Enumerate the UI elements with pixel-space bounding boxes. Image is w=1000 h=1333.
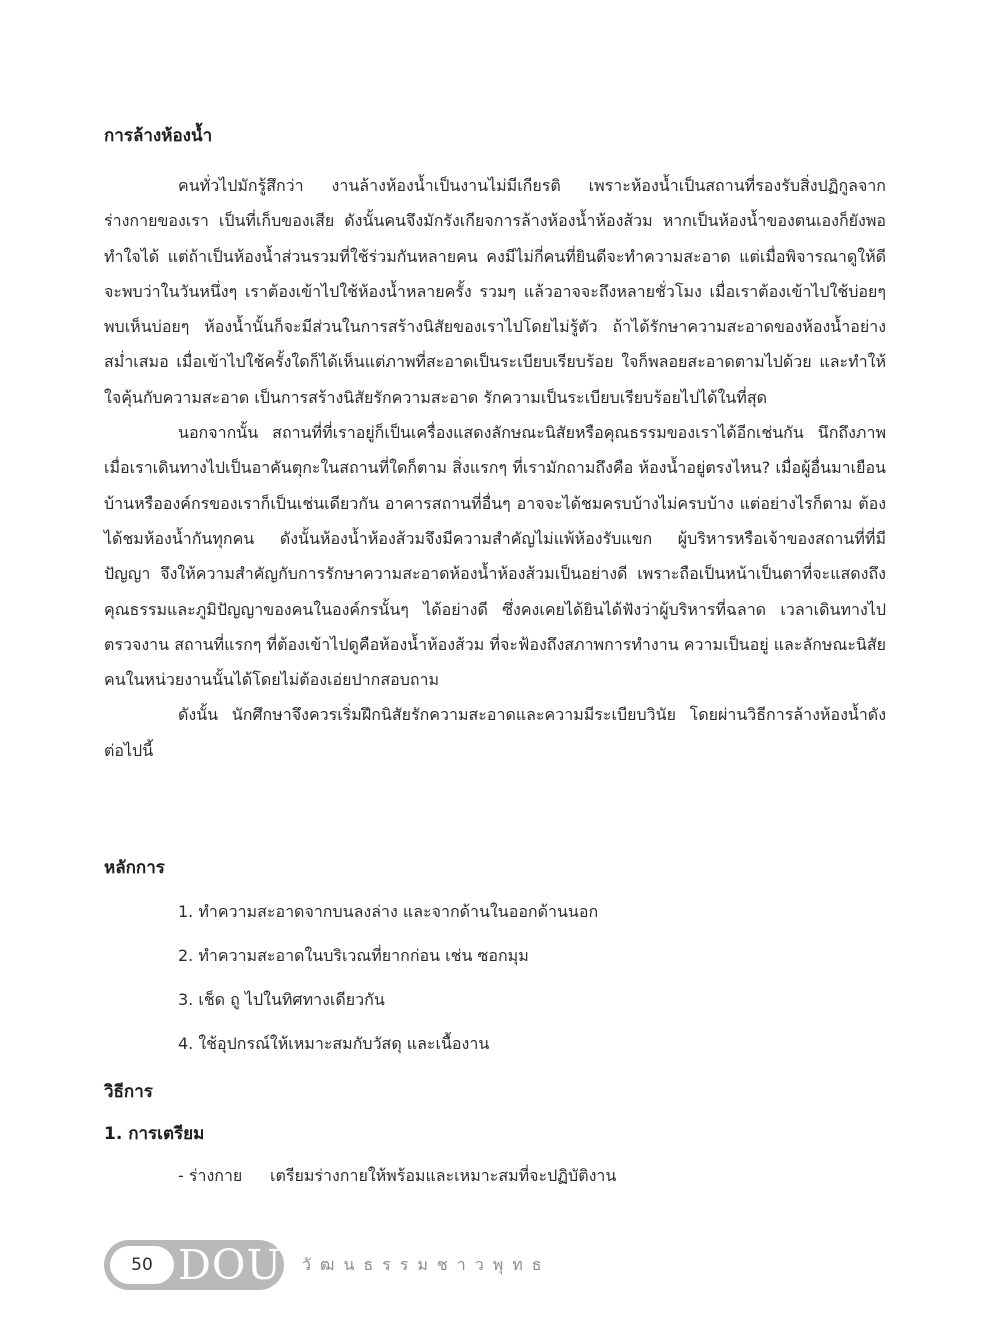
dou-logo: DOU — [178, 1241, 283, 1289]
prep-line — [104, 1156, 886, 1196]
list-item: 3. เช็ด ถู ไปในทิศทางเดียวกัน — [178, 990, 385, 1010]
prep-item-description: เตรียมร่างกายให้พร้อมและเหมาะสมที่จะปฏิบัติงาน — [270, 1166, 617, 1186]
list-item: 2. ทำความสะอาดในบริเวณที่ยากก่อน เช่น ซอกมุม — [178, 946, 529, 966]
method-title: วิธีการ — [104, 1082, 153, 1103]
principles-list — [104, 890, 886, 1066]
principles-title: หลักการ — [104, 858, 165, 879]
page-content — [104, 118, 886, 1196]
book-title: วัฒนธรรมชาวพุทธ — [302, 1254, 551, 1274]
paragraph-1: คนทั่วไปมักรู้สึกว่า งานล้างห้องน้ำเป็นงานไม่มีเกียรติ เพราะห้องน้ำเป็นสถานที่รองรับสิ่งปฏิกูลจากร่างกายของเรา เป็นที่เก็บของเสีย ดังนั้นคนจึงมักรังเกียจการล้างห้องน้ำห้องส้วม หากเป็นห้องน้ำของตนเองก็ยังพอทำใจได้ แต่ถ้าเป็นห้องน้ำส่วนรวมที่ใช้ร่วมกันหลายคน คงมีไม่กี่คนที่ยินดีจะทำความสะอาด แต่เมื่อพิจารณาดูให้ดีจะพบว่าในวันหนึ่งๆ เราต้องเข้าไปใช้ห้องน้ำหลายครั้ง รวมๆ แล้วอาจจะถึงหลายชั่วโมง เมื่อเราต้องเข้าไปใช้บ่อยๆ พบเห็นบ่อยๆ ห้องน้ำนั้นก็จะมีส่วนในการสร้างนิสัยของเราไปโดยไม่รู้ตัว ถ้าได้รักษาความสะอาดของห้องน้ำอย่างสม่ำเสมอ เมื่อเข้าไปใช้ครั้งใดก็ได้เห็นแต่ภาพที่สะอาดเป็นระเบียบเรียบร้อย ใจก็พลอยสะอาดตามไปด้วย และทำให้ใจคุ้นกับความสะอาด เป็นการสร้างนิสัยรักความสะอาด รักความเป็นระเบียบเรียบร้อยไปได้ในที่สุด — [104, 176, 886, 407]
paragraph-2: นอกจากนั้น สถานที่ที่เราอยู่ก็เป็นเครื่องแสดงลักษณะนิสัยหรือคุณธรรมของเราได้อีกเช่นกัน นึกถึงภาพเมื่อเราเดินทางไปเป็นอาคันตุกะในสถานที่ใดก็ตาม สิ่งแรกๆ ที่เรามักถามถึงคือ ห้องน้ำอยู่ตรงไหน? เมื่อผู้อื่นมาเยือนบ้านหรือองค์กรของเราก็เป็นเช่นเดียวกัน อาคารสถานที่อื่นๆ อาจจะได้ชมครบบ้างไม่ครบบ้าง แต่อย่างไรก็ตาม ต้องได้ชมห้องน้ำกันทุกคน ดังนั้นห้องน้ำห้องส้วมจึงมีความสำคัญไม่แพ้ห้องรับแขก ผู้บริหารหรือเจ้าของสถานที่ที่มีปัญญา จึงให้ความสำคัญกับการรักษาความสะอาดห้องน้ำห้องส้วมเป็นอย่างดี เพราะถือเป็นหน้าเป็นตาที่จะแสดงถึงคุณธรรมและภูมิปัญญาของคนในองค์กรนั้นๆ ได้อย่างดี ซึ่งคงเคยได้ยินได้ฟังว่าผู้บริหารที่ฉลาด เวลาเดินทางไปตรวจงาน สถานที่แรกๆ ที่ต้องเข้าไปดูคือห้องน้ำห้องส้วม ที่จะฟ้องถึงสภาพการทำงาน ความเป็นอยู่ และลักษณะนิสัยคนในหน่วยงานนั้นได้โดยไม่ต้องเอ่ยปากสอบถาม — [104, 423, 886, 690]
page-footer — [104, 1240, 551, 1290]
footer-badge — [104, 1240, 284, 1290]
paragraph-3: ดังนั้น นักศึกษาจึงควรเริ่มฝึกนิสัยรักความสะอาดและความมีระเบียบวินัย โดยผ่านวิธีการล้างห้องน้ำดังต่อไปนี้ — [104, 705, 886, 760]
step-title: 1. การเตรียม — [104, 1124, 205, 1145]
prep-item-label: - ร่างกาย — [178, 1166, 243, 1186]
page-number: 50 — [110, 1246, 174, 1284]
list-item: 4. ใช้อุปกรณ์ให้เหมาะสมกับวัสดุ และเนื้องาน — [178, 1034, 490, 1054]
section-title: การล้างห้องน้ำ — [104, 126, 213, 146]
list-item: 1. ทำความสะอาดจากบนลงล่าง และจากด้านในออกด้านนอก — [178, 902, 599, 922]
